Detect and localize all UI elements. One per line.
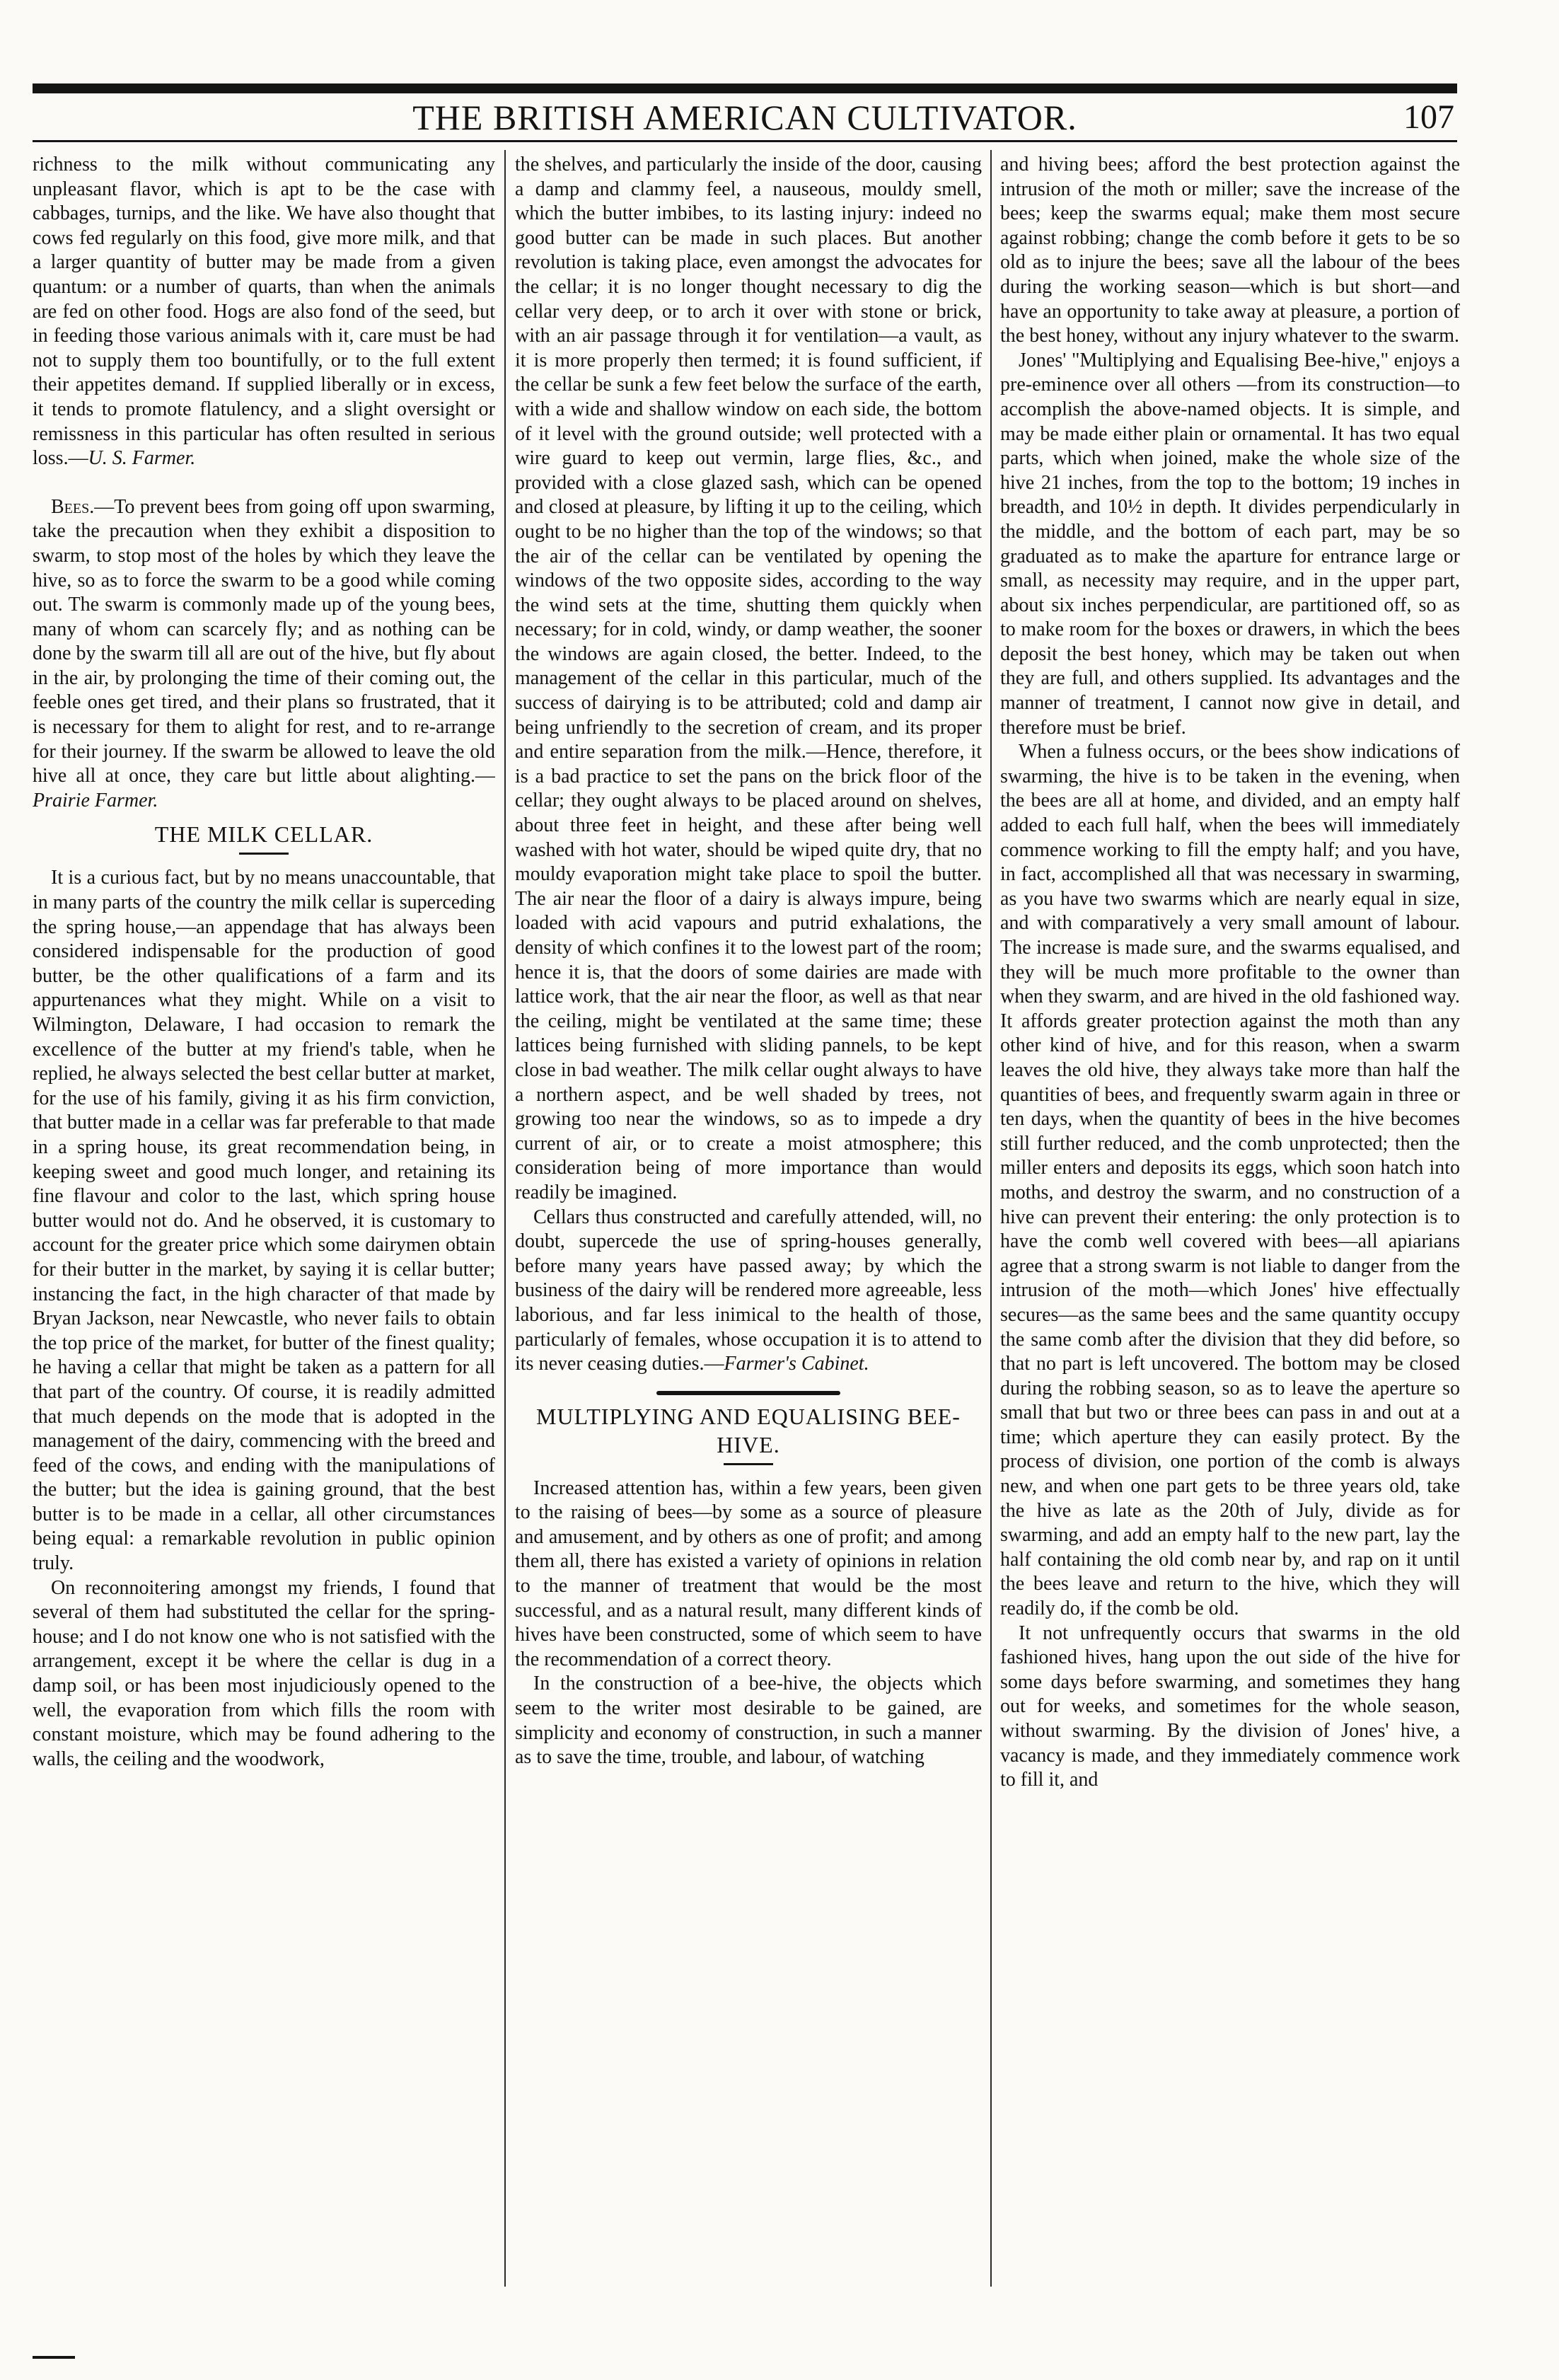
hive-paragraph-5: When a fulness occurs, or the bees show indications of swarming, the hive is to be taken in the evening, when the bees are all at home, and divided, and an empty half added to each full half, when the bees will immediately commence working to fill the empty half; and you have, in fact, accomplished all that was necessary in swarming, as you have two swarms which are nearly equal in size, and with comparatively a very small amount of labour. The increase is made sure, and the swarms equalised, and they will be much more profitable to the owner than when they swarm, and are hived in the old fashioned way. It affords greater protection against the moth than any other kind of hive, and for this reason, when a swarm leaves the old hive, they always take more than half the quantities of bees, and frequently swarm again in three or ten days, when the quantity of bees in the hive becomes still further reduced, and the comb unprotected; then the miller enters and deposits its eggs, which soon hatch into moths, and destroy the swarm, and no construction of a hive can prevent their entering: the only protection is to have the comb well covered with bees—all apiarians agree that a strong swarm is not liable to danger from the intrusion of the moth—which Jones' hive effectually secures—as the same bees and the same quantity occupy the same comb after the division that they did before, so that no part is left uncovered. The bottom may be closed during the robbing season, so as to leave the aperture so small that but two or three bees can pass in and out at a time; which aperture they can easily protect. By the process of division, one portion of the comb is always new, and when one part gets to be three years old, take the hive as late as the 20th of July, divide as for swarming, and add an empty half to the new part, lay the half containing the old comb near by, and rap on it until the bees leave and return to the hive, which they will readily do, if the comb be old. <box>1000 741 1460 1620</box>
article-bees <box>33 495 495 814</box>
page-number: 107 <box>1403 98 1454 136</box>
article-lead: Bees. <box>51 495 95 518</box>
hive-paragraph-6: It not unfrequently occurs that swarms in the old fashioned hives, hang upon the out side of the hive for some days before swarming, and sometimes they hang out for weeks, and sometimes for the whole season, without swarming. By the division of Jones' hive, a vacancy is made, and they immediately commence work to fill it, and <box>1000 1622 1460 1791</box>
heading-rule <box>239 853 289 855</box>
heading-bee-hive: MULTIPLYING AND EQUALISING BEE-HIVE. <box>536 1403 961 1457</box>
milk-paragraph-4-text: Cellars thus constructed and carefully attended, will, no doubt, supercede the use of spring-houses generally, before many years have passed away; by which the business of the dairy will be rendered more agreeable, less laborious, and far less inimical to the health of those, particularly of females, whose occupation it is to attend to its never ceasing duties.— <box>515 1206 982 1375</box>
column-1 <box>33 153 495 2275</box>
masthead <box>33 93 1457 142</box>
masthead-title: THE BRITISH AMERICAN CULTIVATOR. <box>412 98 1077 137</box>
milk-paragraph-3: the shelves, and particularly the inside of the door, causing a damp and clammy feel, a nauseous, mouldy smell, which the butter imbibes, to its lasting injury: indeed no good butter can be made in such places. But another revolution is taking place, even amongst the advocates for the cellar; it is no longer thought necessary to dig the cellar very deep, or to arch it over with stone or brick, with an air passage through it for ventilation—a vault, as it is more properly then termed; it is found sufficient, if the cellar be sunk a few feet below the surface of the earth, with a wide and shallow window on each side, the bottom of it level with the ground outside; well protected with a wire guard to keep out vermin, large flies, &c., and provided with a close glazed sash, which can be opened and closed at pleasure, by lifting it up to the ceiling, which ought to be no higher than the top of the windows; so that the air of the cellar can be ventilated by opening the windows of the two opposite sides, according to the way the wind sets at the time, shutting them quickly when necessary; for in cold, windy, or damp weather, the sooner the windows are again closed, the better. Indeed, to the management of the cellar in this particular, much of the success of dairying is to be attributed; cold and damp air being unfriendly to the secretion of cream, and its proper and entire separation from the milk.—Hence, therefore, it is a bad practice to set the pans on the brick floor of the cellar; they ought always to be placed around on shelves, about three feet in height, and these after being well washed with hot water, should be wiped quite dry, that no mouldy evaporation might take place to spoil the butter. The air near the floor of a dairy is always impure, being loaded with acid vapours and putrid exhalations, the density of which confines it to the lowest part of the room; hence it is, that the doors of some dairies are made with lattice work, that the air near the floor, as well as that near the ceiling, might be ventilated at the same time; these lattices being furnished with sliding pannels, to be kept close in bad weather. The milk cellar ought always to have a northern aspect, and be well shaded by trees, not growing too near the windows, so as to impede a dry current of air, or to create a moist atmosphere; this consideration being of more importance than would readily be imagined. <box>515 154 982 1203</box>
masthead-rule <box>33 83 1457 93</box>
hive-paragraph-2: In the construction of a bee-hive, the objects which seem to the writer most desirable to be gained, are simplicity and economy of construction, in such a manner as to save the time, trouble, and labour, of watching <box>515 1673 982 1769</box>
hive-paragraph-4: Jones' "Multiplying and Equalising Bee-hive," enjoys a pre-eminence over all others —from its construction—to accomplish the above-named objects. It is simple, and may be made either plain or ornamental. It has two equal parts, which when joined, make the whole size of the hive 21 inches, from the top to the bottom; 19 inches in breadth, and 10½ in depth. It divides perpendicularly in the middle, and the bottom of each part, may be so graduated as to make the aparture for entrance large or small, as necessity may require, and in the upper part, about six inches perpendicular, are partitioned off, so as to make room for the boxes or drawers, in which the bees deposit the best honey, which may be taken out when they are full, and others supplied. Its advantages and the manner of treatment, I cannot now give in detail, and therefore must be brief. <box>1000 349 1460 739</box>
continuation-text: richness to the milk without communicating any unpleasant flavor, which is apt to be the case with cabbages, turnips, and the like. We have also thought that cows fed regularly on this food, give more milk, and that a larger quantity of butter may be made from a given quantum: or a number of quarts, than when the animals are fed on other food. Hogs are also fond of the seed, but in feeding those various animals with it, care must be had not to supply them too bountifully, or to the full extent their appetites demand. If supplied liberally or in excess, it tends to promote flatulency, and a slight oversight or remissness in this particular has often resulted in serious loss.— <box>33 154 495 470</box>
column-3 <box>1000 153 1460 2275</box>
source-credit: U. S. Farmer. <box>88 447 196 470</box>
milk-paragraph-1: It is a curious fact, but by no means unaccountable, that in many parts of the country the milk cellar is superceding the spring house,—an appendage that has always been considered indispensable for the production of good butter, be the other qualifications of a farm and its appurtenances what they might. While on a visit to Wilmington, Delaware, I had occasion to remark the excellence of the butter at my friend's table, when he replied, he always selected the best cellar butter at market, for the use of his family, giving it as his firm conviction, that butter made in a cellar was far preferable to that made in a spring house, its great recommendation being, in keeping sweet and good much longer, and retaining its fine flavour and color to the last, which spring house butter would not do. And he observed, it is customary to account for the greater price which some dairymen obtain for their butter in the market, by saying it is cellar butter; instancing the fact, in the high character of that made by Bryan Jackson, near Newcastle, who never fails to obtain the top price of the market, for butter of the finest quality; he having a cellar that might be taken as a pattern for all that part of the country. Of course, it is readily admitted that much depends on the mode that is adopted in the management of the dairy, commencing with the breed and feed of the cows, and ending with the manipulations of the butter; but the idea is gaining ground, that the best butter is to be made in a cellar, all other circumstances being equal: a remarkable revolution in public opinion truly. <box>33 867 495 1575</box>
column-divider <box>504 150 506 2287</box>
source-credit: Prairie Farmer. <box>33 789 158 811</box>
section-rule <box>656 1391 840 1395</box>
hive-paragraph-3: and hiving bees; afford the best protection against the intrusion of the moth or miller; save the increase of the bees; keep the swarms equal; make them most secure against robbing; change the comb before it gets to be so old as to injure the bees; save all the labour of the bees during the working season—which is but short—and have an opportunity to take away at pleasure, a portion of the best honey, without any injury whatever to the swarm. <box>1000 154 1460 347</box>
heading-milk-cellar: THE MILK CELLAR. <box>154 821 373 848</box>
bees-text: —To prevent bees from going off upon swarming, take the precaution when they exhibit a disposition to swarm, to stop most of the holes by which they leave the hive, so as to force the swarm to be a good while coming out. The swarm is commonly made up of the young bees, many of whom can scarcely fly; and as nothing can be done by the swarm till all are out of the hive, but fly about in the air, by prolonging the time of their coming out, the feeble ones get tired, and their plans so frustrated, that it is necessary for them to alight for rest, and to re-arrange for their journey. If the swarm be allowed to leave the old hive all at once, they care but little about alighting.— <box>33 495 495 787</box>
bottom-mark <box>33 2356 75 2359</box>
source-credit: Farmer's Cabinet. <box>724 1353 869 1375</box>
article-continuation <box>33 153 495 471</box>
milk-paragraph-2: On reconnoitering amongst my friends, I found that several of them had substituted the cellar for the spring-house; and I do not know one who is not satisfied with the arrangement, except it be where the cellar is dug in a damp soil, or has been most injudiciously opened to the well, the evaporation from which fills the room with constant moisture, which may be found adhering to the walls, the ceiling and the woodwork, <box>33 1576 495 1770</box>
milk-paragraph-4 <box>515 1206 982 1377</box>
spacer <box>33 471 495 495</box>
column-divider <box>990 150 992 2287</box>
heading-rule <box>724 1463 773 1465</box>
column-2 <box>515 153 982 2275</box>
hive-paragraph-1: Increased attention has, within a few years, been given to the raising of bees—by some as a source of pleasure and amusement, and by others as one of profit; and among them all, there has existed a variety of opinions in relation to the manner of treatment that would be the most successful, and as a natural result, many different kinds of hives have been constructed, some of which seem to have the recommendation of a correct theory. <box>515 1477 982 1670</box>
